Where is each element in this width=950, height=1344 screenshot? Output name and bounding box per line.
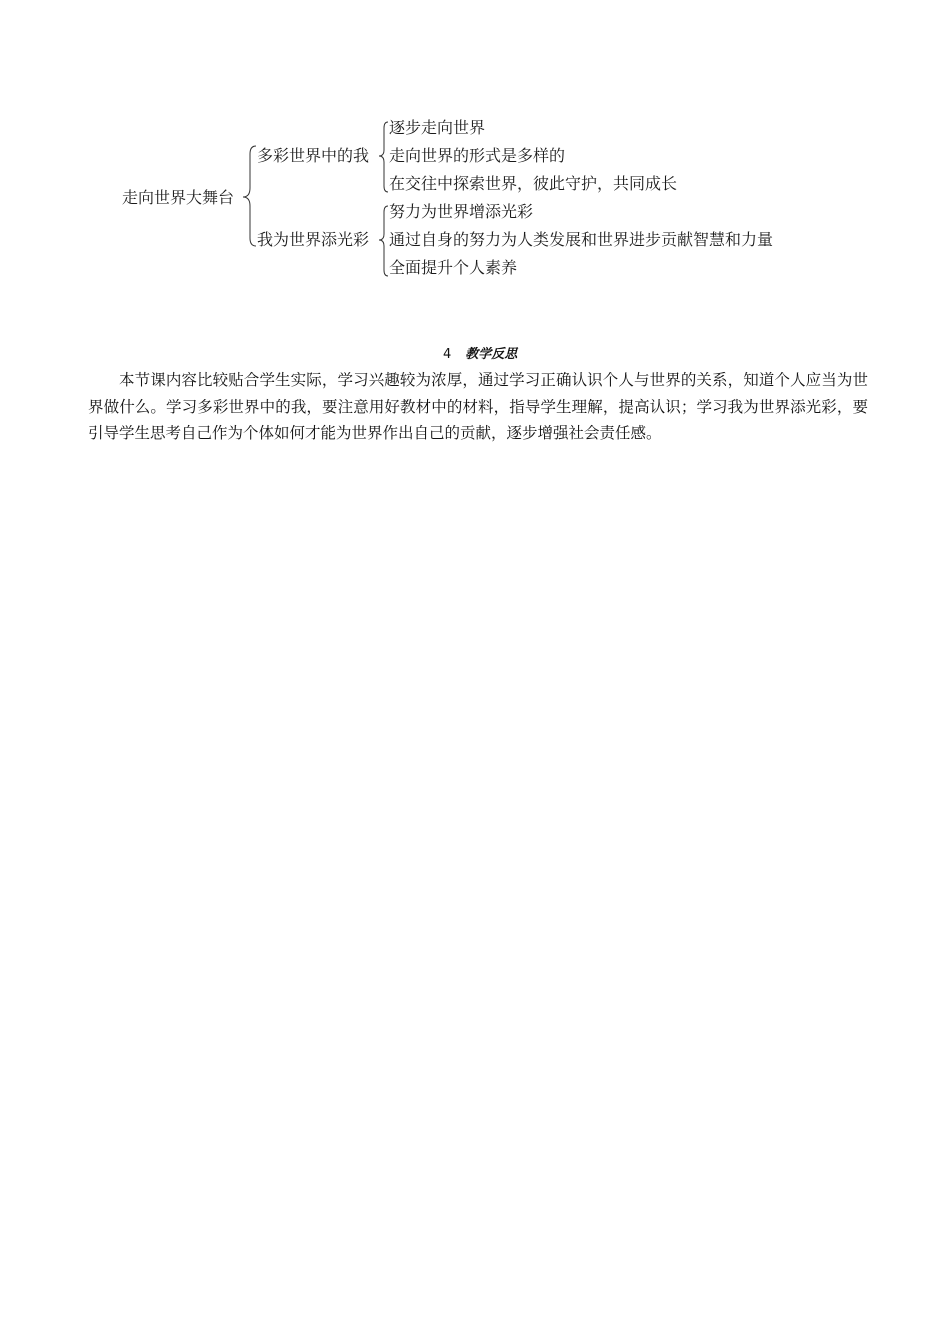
reflection-paragraph: 本节课内容比较贴合学生实际，学习兴趣较为浓厚，通过学习正确认识个人与世界的关系，知道个人应当为世界做什么。学习多彩世界中的我，要注意用好教材中的材料，指导学生理解，提高认识；学习我为世界添光彩，要引导学生思考自己作为个体如何才能为世界作出自己的贡献，逐步增强社会责任感。 — [88, 371, 868, 442]
branch-label-2: 我为世界添光彩 — [257, 230, 370, 249]
section-heading — [443, 343, 517, 362]
section-number: 4 — [443, 347, 452, 362]
leaf-1-3: 在交往中探索世界，彼此守护，共同成长 — [389, 174, 678, 193]
leaf-1-2: 走向世界的形式是多样的 — [389, 146, 566, 165]
mindmap-root: 走向世界大舞台 — [122, 188, 235, 207]
leaf-1-1: 逐步走向世界 — [389, 118, 486, 137]
section-title: 教学反思 — [465, 347, 518, 362]
leaf-2-2: 通过自身的努力为人类发展和世界进步贡献智慧和力量 — [389, 230, 774, 249]
branch-label-1: 多彩世界中的我 — [257, 146, 370, 165]
leaf-2-3: 全面提升个人素养 — [389, 258, 518, 277]
leaf-2-1: 努力为世界增添光彩 — [389, 202, 534, 221]
